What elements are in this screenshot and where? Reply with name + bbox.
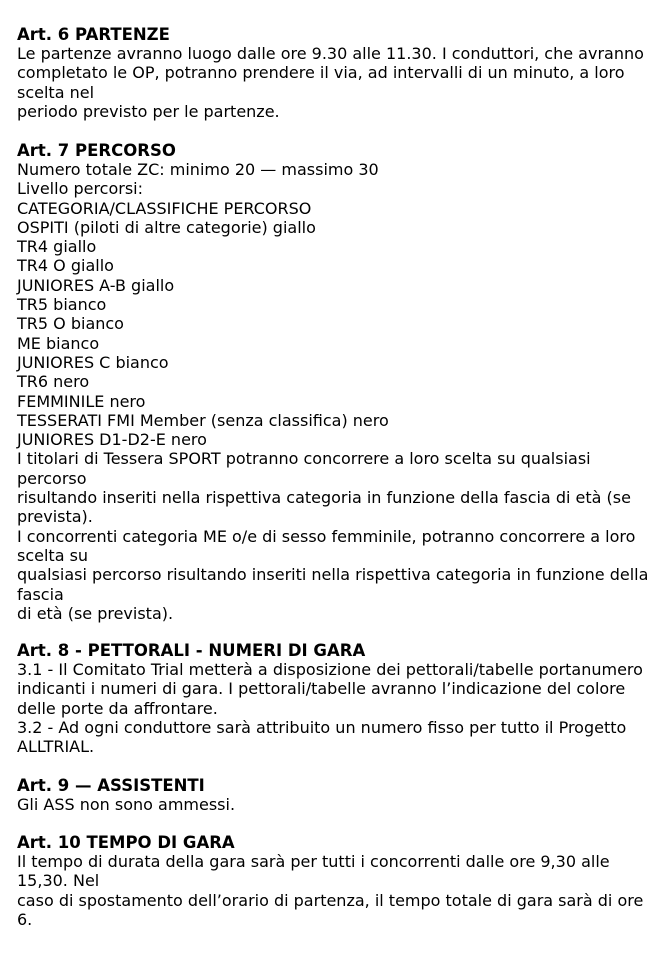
text-line: periodo previsto per le partenze.	[17, 101, 280, 121]
text-line: FEMMINILE nero	[17, 391, 146, 411]
text-line: TESSERATI FMI Member (senza classifica) nero	[17, 410, 389, 430]
section-title: Art. 7 PERCORSO	[17, 141, 176, 160]
text-line: JUNIORES C bianco	[17, 352, 169, 372]
text-line: ME bianco	[17, 333, 100, 353]
text-line: TR4 giallo	[17, 237, 97, 257]
text-line: completato le OP, potranno prendere il via, ad intervalli di un minuto, a loro	[17, 63, 625, 83]
text-line: I titolari di Tessera SPORT potranno concorrere a loro scelta su qualsiasi	[17, 449, 591, 469]
text-line: TR5 bianco	[17, 295, 107, 315]
text-line: risultando inseriti nella rispettiva categoria in funzione della fascia di età (se	[17, 488, 631, 508]
text-line: percorso	[17, 468, 87, 488]
text-line: Livello percorsi:	[17, 179, 143, 199]
text-line: delle porte da affrontare.	[17, 698, 218, 718]
text-line: Numero totale ZC: minimo 20 — massimo 30	[17, 160, 379, 179]
text-line: prevista).	[17, 507, 93, 527]
text-line: scelta su	[17, 545, 89, 565]
section-title: Art. 10 TEMPO DI GARA	[17, 833, 235, 852]
text-line: di età (se prevista).	[17, 603, 174, 623]
text-line: OSPITI (piloti di altre categorie) giallo	[17, 217, 316, 237]
section-title: Art. 8 - PETTORALI - NUMERI DI GARA	[17, 641, 366, 660]
section-title: Art. 6 PARTENZE	[17, 25, 170, 44]
text-line: 15,30. Nel	[17, 871, 100, 891]
section-art8-pettorali	[17, 641, 657, 756]
section-art7-percorso	[17, 141, 657, 623]
text-line: 3.1 - Il Comitato Trial metterà a disposizione dei pettorali/tabelle portanumero	[17, 660, 643, 679]
section-title: Art. 9 — ASSISTENTI	[17, 776, 205, 795]
text-line: Le partenze avranno luogo dalle ore 9.30 alle 11.30. I conduttori, che avranno	[17, 44, 644, 63]
text-line: indicanti i numeri di gara. I pettorali/tabelle avranno l’indicazione del colore	[17, 679, 626, 699]
section-art10-tempo-di-gara	[17, 833, 657, 929]
section-art9-assistenti	[17, 776, 657, 814]
text-line: I concorrenti categoria ME o/e di sesso femminile, potranno concorrere a loro	[17, 526, 636, 546]
text-line: scelta nel	[17, 82, 95, 102]
text-line: ALLTRIAL.	[17, 737, 95, 757]
text-line: qualsiasi percorso risultando inseriti nella rispettiva categoria in funzione della	[17, 565, 649, 585]
text-line: Gli ASS non sono ammessi.	[17, 795, 236, 814]
text-line: fascia	[17, 584, 64, 604]
text-line: Il tempo di durata della gara sarà per tutti i concorrenti dalle ore 9,30 alle	[17, 852, 610, 871]
text-line: JUNIORES D1-D2-E nero	[17, 430, 207, 450]
text-line: TR6 nero	[17, 372, 90, 392]
text-line: TR5 O bianco	[17, 314, 124, 334]
section-art6-partenze	[17, 25, 657, 121]
text-line: JUNIORES A-B giallo	[17, 275, 175, 295]
text-line: CATEGORIA/CLASSIFICHE PERCORSO	[17, 198, 312, 218]
text-line: caso di spostamento dell’orario di partenza, il tempo totale di gara sarà di ore	[17, 890, 644, 910]
text-line: TR4 O giallo	[17, 256, 114, 276]
text-line: 3.2 - Ad ogni conduttore sarà attribuito un numero fisso per tutto il Progetto	[17, 717, 627, 737]
text-line: 6.	[17, 909, 33, 929]
